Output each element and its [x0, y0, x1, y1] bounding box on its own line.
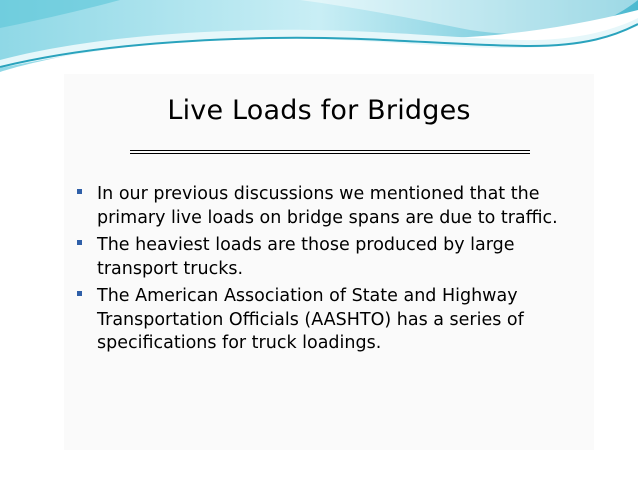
bullet-item [76, 234, 586, 281]
bullet-text: The American Association of State and Highway Transportation Officials (AASHTO) has a series of specifications for truck loadings. [97, 286, 524, 353]
bullet-item [76, 183, 586, 230]
bullet-text: The heaviest loads are those produced by large transport trucks. [97, 235, 515, 279]
header-wave-decoration [0, 0, 638, 80]
bullet-text: In our previous discussions we mentioned that the primary live loads on bridge spans are due to traffic. [97, 184, 558, 228]
title-divider [130, 150, 530, 154]
slide-title: Live Loads for Bridges [167, 95, 471, 126]
square-bullet-icon [77, 240, 82, 245]
bullet-item [76, 285, 586, 356]
bullet-list [76, 183, 586, 360]
square-bullet-icon [77, 189, 82, 194]
square-bullet-icon [77, 291, 82, 296]
